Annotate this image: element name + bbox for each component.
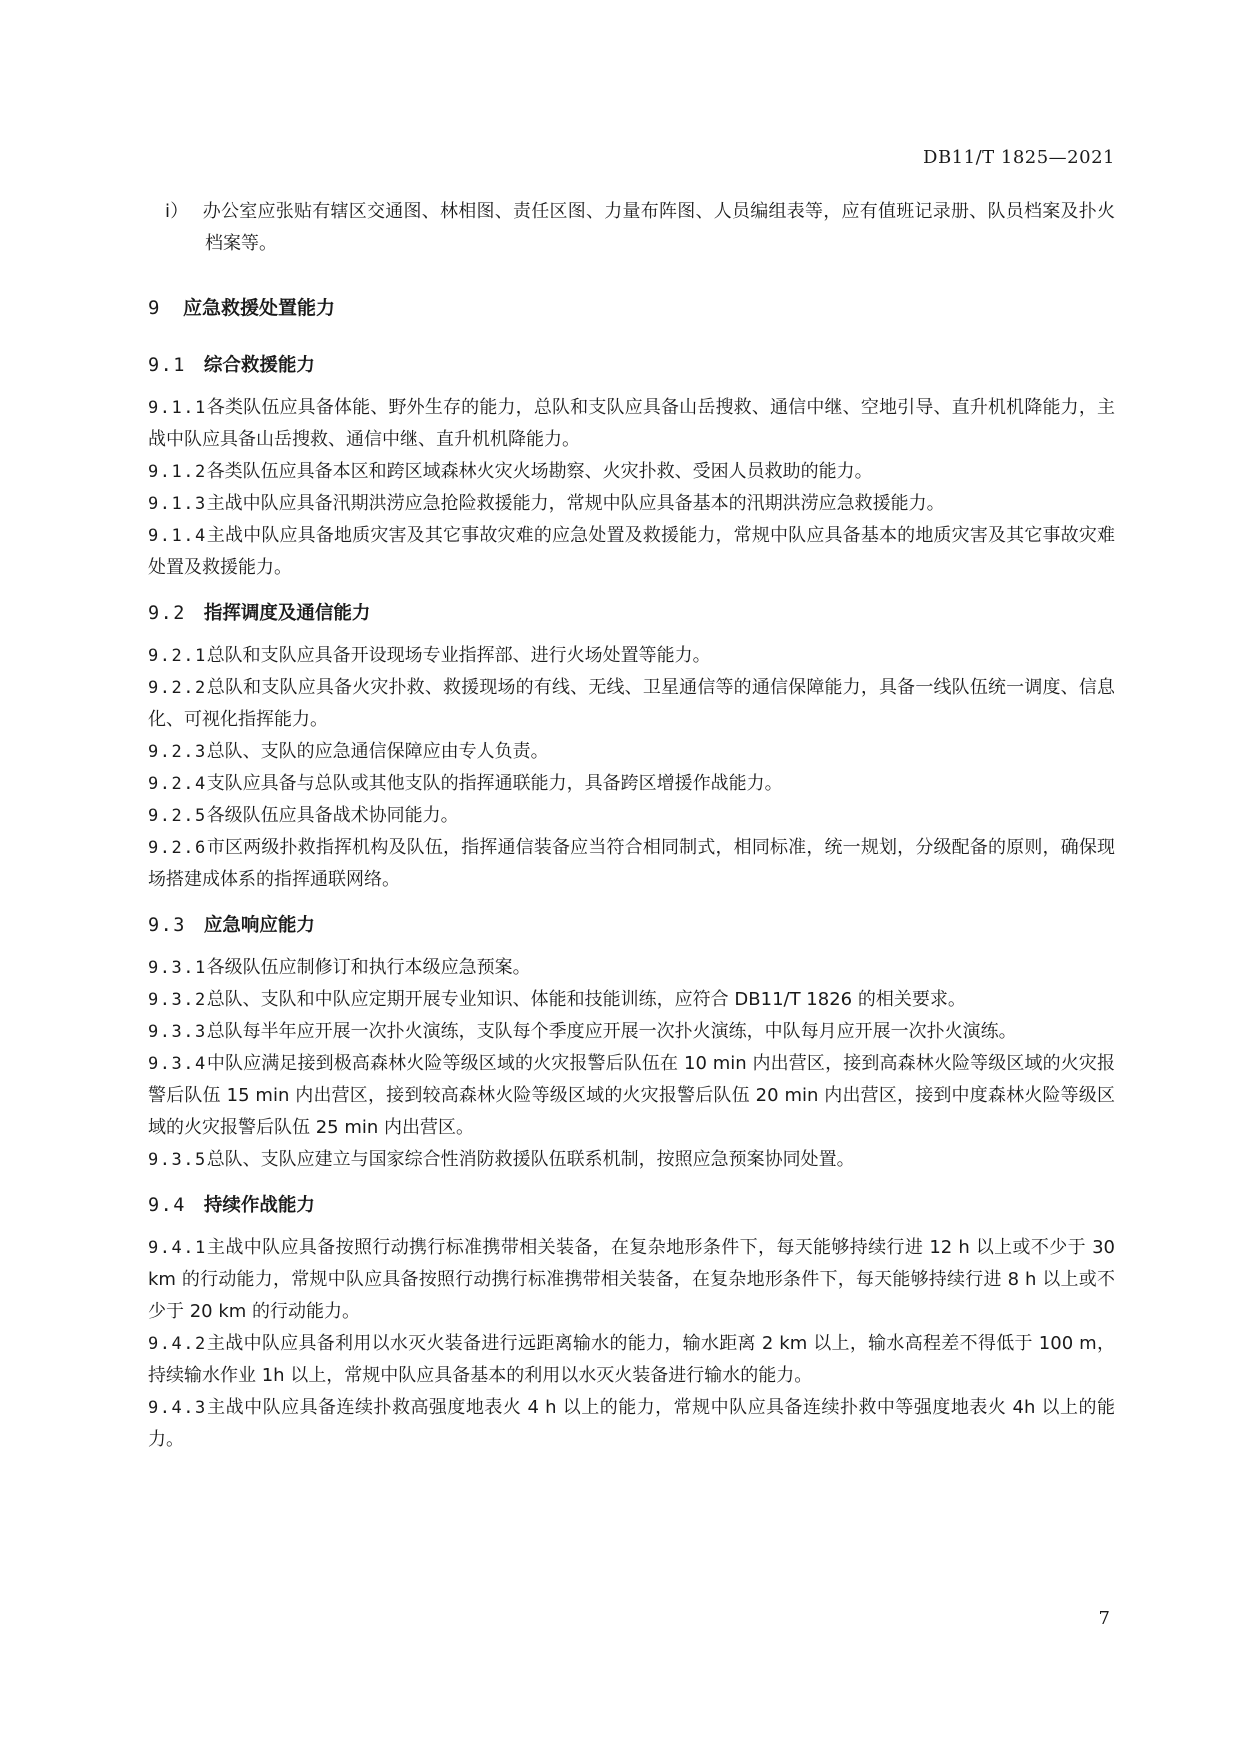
subsection-number: 9.1 xyxy=(148,355,186,376)
clause-number: 9.1.3 xyxy=(148,494,207,514)
clause-text: 总队和支队应具备火灾扑救、救援现场的有线、无线、卫星通信等的通信保障能力，具备一线队伍统一调度、信息化、可视化指挥能力。 xyxy=(148,677,1115,730)
clause-number: 9.4.3 xyxy=(148,1398,207,1418)
clause-9-2-5 xyxy=(148,800,1115,832)
clause-text: 各类队伍应具备本区和跨区域森林火灾火场勘察、火灾扑救、受困人员救助的能力。 xyxy=(206,461,873,482)
clause-text: 中队应满足接到极高森林火险等级区域的火灾报警后队伍在 10 min 内出营区，接到高森林火险等级区域的火灾报警后队伍 15 min 内出营区，接到较高森林火险等级区域的火灾报警后队伍 20 min 内出营区，接到中度森林火险等级区域的火灾报警后队伍 25 min 内出营区。 xyxy=(148,1053,1115,1138)
clause-number: 9.4.2 xyxy=(148,1334,207,1354)
subsection-title: 应急响应能力 xyxy=(203,915,315,936)
clause-9-3-5 xyxy=(148,1144,1115,1176)
list-item-i xyxy=(148,196,1115,260)
clause-9-3-2 xyxy=(148,984,1115,1016)
subsection-heading-9-1 xyxy=(148,350,1115,382)
clause-9-2-3 xyxy=(148,736,1115,768)
clause-text: 各类队伍应具备体能、野外生存的能力，总队和支队应具备山岳搜救、通信中继、空地引导、直升机机降能力，主战中队应具备山岳搜救、通信中继、直升机机降能力。 xyxy=(148,397,1115,450)
clause-number: 9.3.2 xyxy=(148,990,207,1010)
list-item-label: i） xyxy=(165,201,189,222)
clause-9-2-1 xyxy=(148,640,1115,672)
clause-9-2-6 xyxy=(148,832,1115,896)
subsection-heading-9-3 xyxy=(148,910,1115,942)
clause-number: 9.3.1 xyxy=(148,958,207,978)
subsection-number: 9.4 xyxy=(148,1195,186,1216)
clause-9-4-2 xyxy=(148,1328,1115,1392)
subsection-number: 9.2 xyxy=(148,603,186,624)
clause-9-1-4 xyxy=(148,520,1115,584)
clause-number: 9.2.3 xyxy=(148,742,207,762)
clause-text: 支队应具备与总队或其他支队的指挥通联能力，具备跨区增援作战能力。 xyxy=(206,773,783,794)
clause-9-4-1 xyxy=(148,1232,1115,1328)
clause-text: 主战中队应具备利用以水灭火装备进行远距离输水的能力，输水距离 2 km 以上，输水高程差不得低于 100 m，持续输水作业 1h 以上，常规中队应具备基本的利用以水灭火装备进行输水的能力。 xyxy=(148,1333,1115,1386)
document-code-header: DB11/T 1825—2021 xyxy=(923,147,1115,168)
clause-number: 9.1.2 xyxy=(148,462,207,482)
subsection-title: 持续作战能力 xyxy=(203,1195,315,1216)
clause-text: 各级队伍应制修订和执行本级应急预案。 xyxy=(206,957,531,978)
clause-number: 9.2.1 xyxy=(148,646,207,666)
clause-text: 总队、支队应建立与国家综合性消防救援队伍联系机制，按照应急预案协同处置。 xyxy=(206,1149,855,1170)
clause-9-1-3 xyxy=(148,488,1115,520)
clause-9-4-3 xyxy=(148,1392,1115,1456)
clause-number: 9.3.5 xyxy=(148,1150,207,1170)
clause-number: 9.2.5 xyxy=(148,806,207,826)
clause-text: 主战中队应具备地质灾害及其它事故灾难的应急处置及救援能力，常规中队应具备基本的地质灾害及其它事故灾难处置及救援能力。 xyxy=(148,525,1115,578)
clause-9-3-4 xyxy=(148,1048,1115,1144)
page-number: 7 xyxy=(1098,1608,1110,1629)
clause-9-2-2 xyxy=(148,672,1115,736)
clause-text: 主战中队应具备汛期洪涝应急抢险救援能力，常规中队应具备基本的汛期洪涝应急救援能力。 xyxy=(206,493,945,514)
clause-9-2-4 xyxy=(148,768,1115,800)
clause-number: 9.2.6 xyxy=(148,838,207,858)
subsection-title: 综合救援能力 xyxy=(203,355,315,376)
clause-number: 9.3.4 xyxy=(148,1054,207,1074)
section-heading-9 xyxy=(148,292,1115,324)
clause-text: 主战中队应具备连续扑救高强度地表火 4 h 以上的能力，常规中队应具备连续扑救中等强度地表火 4h 以上的能力。 xyxy=(148,1397,1115,1450)
subsection-title: 指挥调度及通信能力 xyxy=(203,603,371,624)
section-number: 9 xyxy=(148,297,161,319)
clause-text: 总队、支队和中队应定期开展专业知识、体能和技能训练，应符合 DB11/T 1826 的相关要求。 xyxy=(206,989,966,1010)
clause-text: 主战中队应具备按照行动携行标准携带相关装备，在复杂地形条件下，每天能够持续行进 12 h 以上或不少于 30 km 的行动能力，常规中队应具备按照行动携行标准携带相关装备，在复杂地形条件下，每天能够持续行进 8 h 以上或不少于 20 km 的行动能力。 xyxy=(148,1237,1115,1322)
clause-number: 9.1.1 xyxy=(148,398,207,418)
list-item-text: 办公室应张贴有辖区交通图、林相图、责任区图、力量布阵图、人员编组表等，应有值班记录册、队员档案及扑火档案等。 xyxy=(202,201,1115,254)
section-title: 应急救援处置能力 xyxy=(182,297,335,319)
clause-number: 9.2.2 xyxy=(148,678,207,698)
subsection-number: 9.3 xyxy=(148,915,186,936)
clause-text: 各级队伍应具备战术协同能力。 xyxy=(206,805,459,826)
clause-text: 总队和支队应具备开设现场专业指挥部、进行火场处置等能力。 xyxy=(206,645,711,666)
clause-9-3-3 xyxy=(148,1016,1115,1048)
document-body xyxy=(148,196,1115,1456)
clause-number: 9.3.3 xyxy=(148,1022,207,1042)
clause-9-3-1 xyxy=(148,952,1115,984)
clause-number: 9.1.4 xyxy=(148,526,207,546)
clause-9-1-1 xyxy=(148,392,1115,456)
subsection-heading-9-4 xyxy=(148,1190,1115,1222)
clause-text: 总队每半年应开展一次扑火演练，支队每个季度应开展一次扑火演练，中队每月应开展一次扑火演练。 xyxy=(206,1021,1017,1042)
clause-number: 9.4.1 xyxy=(148,1238,207,1258)
subsection-heading-9-2 xyxy=(148,598,1115,630)
clause-text: 总队、支队的应急通信保障应由专人负责。 xyxy=(206,741,549,762)
clause-text: 市区两级扑救指挥机构及队伍，指挥通信装备应当符合相同制式，相同标准，统一规划，分级配备的原则，确保现场搭建成体系的指挥通联网络。 xyxy=(148,837,1115,890)
clause-number: 9.2.4 xyxy=(148,774,207,794)
clause-9-1-2 xyxy=(148,456,1115,488)
